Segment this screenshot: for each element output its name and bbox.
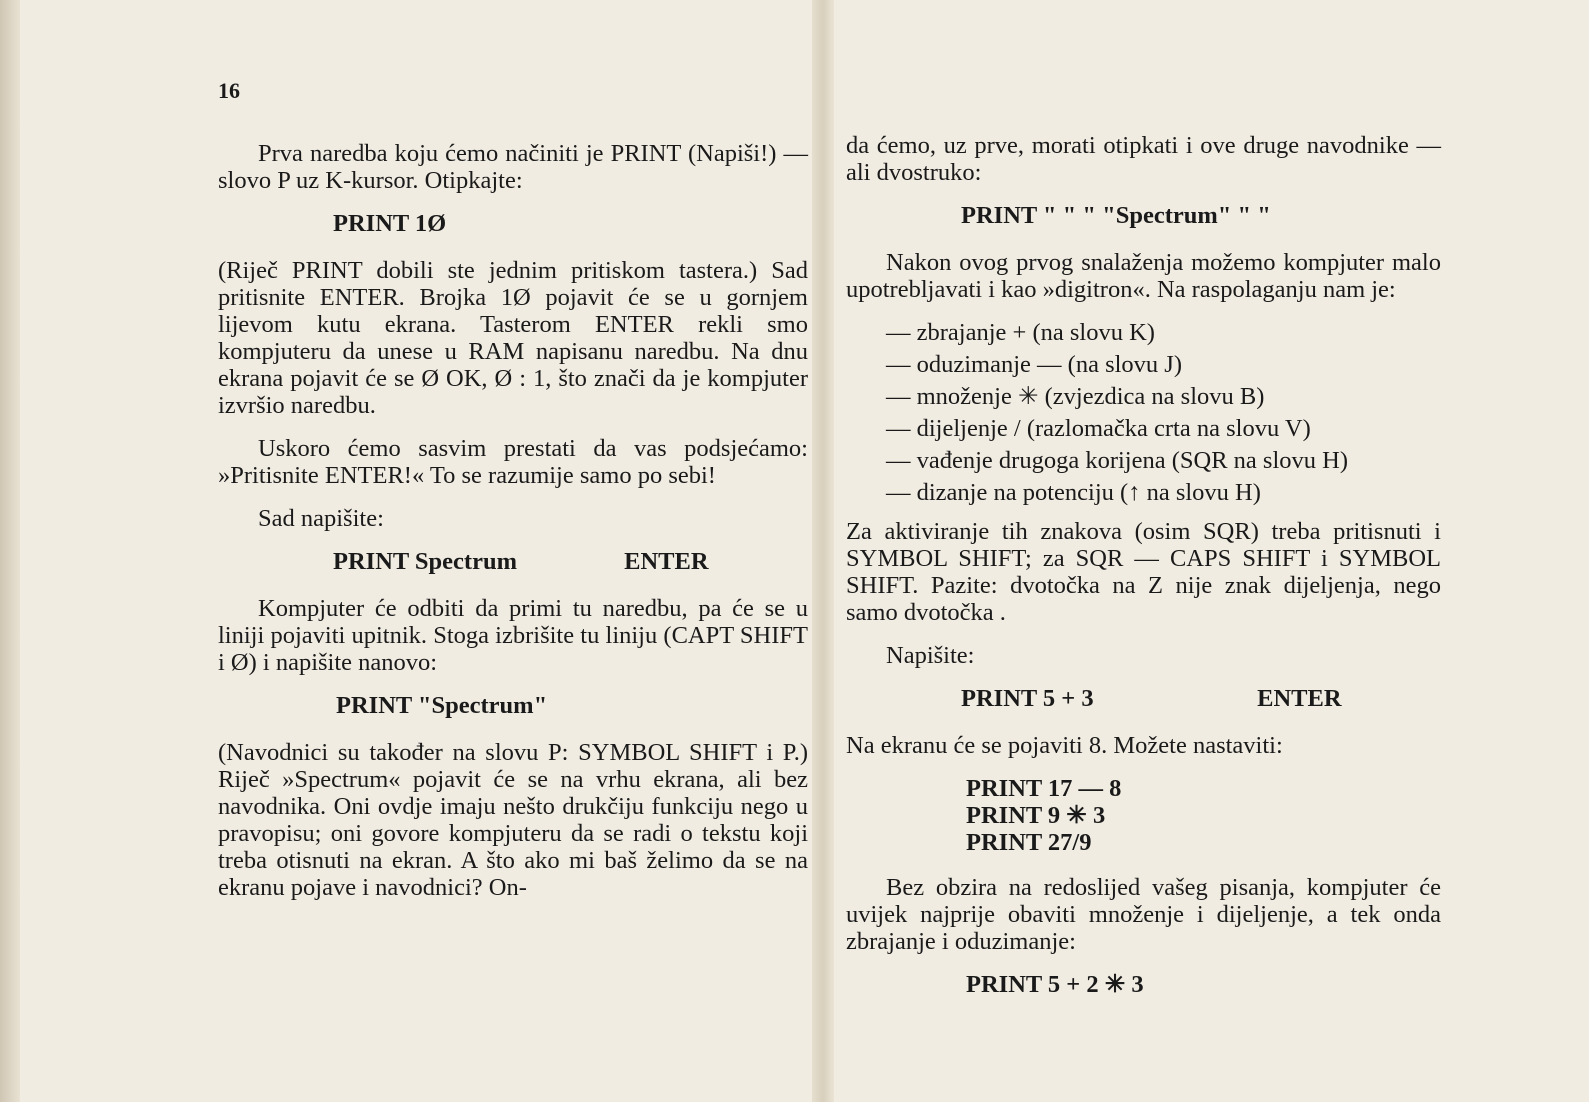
paragraph: Sad napišite: bbox=[258, 505, 384, 532]
list-item: — vađenje drugoga korijena (SQR na slovu H) bbox=[886, 447, 1348, 474]
paragraph: Bez obzira na redoslijed vašeg pisanja, kompjuter će uvijek najprije obaviti množenje i dijeljenje, a tek onda zbrajanje i oduzimanje: bbox=[846, 874, 1441, 955]
paragraph: Nakon ovog prvog snalaženja možemo kompjuter malo upotrebljavati i kao »digitron«. Na raspolaganju nam je: bbox=[846, 249, 1441, 303]
code-line bbox=[333, 548, 808, 575]
paragraph: Prva naredba koju ćemo načiniti je PRINT (Napiši!) — slovo P uz K-kursor. Otipkajte: bbox=[218, 140, 808, 194]
list-item: — zbrajanje + (na slovu K) bbox=[886, 319, 1155, 346]
code-line: PRINT 17 — 8 bbox=[966, 775, 1122, 802]
paragraph: (Riječ PRINT dobili ste jednim pritiskom tastera.) Sad pritisnite ENTER. Brojka 1Ø pojavit će se u gornjem lijevom kutu ekrana. Tasterom ENTER rekli smo kompjuteru da unese u RAM napisanu naredbu. Na dnu ekrana pojavit će se Ø OK, Ø : 1, što znači da je kompjuter izvršio naredbu. bbox=[218, 257, 808, 419]
code-line: PRINT 27/9 bbox=[966, 829, 1092, 856]
paragraph: Kompjuter će odbiti da primi tu naredbu, pa će se u liniji pojaviti upitnik. Stoga izbrišite tu liniju (CAPT SHIFT i Ø) i napišite nanovo: bbox=[218, 595, 808, 676]
paragraph: Za aktiviranje tih znakova (osim SQR) treba pritisnuti i SYMBOL SHIFT; za SQR — CAPS SHIFT i SYMBOL SHIFT. Pazite: dvotočka na Z nije znak dijeljenja, nego samo dvotočka . bbox=[846, 518, 1441, 626]
book-gutter bbox=[812, 0, 834, 1102]
page-number: 16 bbox=[218, 78, 240, 103]
page-edge-shadow bbox=[0, 0, 20, 1102]
paragraph: da ćemo, uz prve, morati otipkati i ove druge navodnike — ali dvostruko: bbox=[846, 132, 1441, 186]
paragraph: Napišite: bbox=[886, 642, 975, 669]
right-page-column bbox=[846, 132, 1441, 1018]
code-line: PRINT 5 + 2 ✳ 3 bbox=[966, 971, 1144, 998]
code-line: PRINT " " " "Spectrum" " " bbox=[961, 202, 1271, 229]
operator-list bbox=[886, 319, 1441, 506]
paragraph: Uskoro ćemo sasvim prestati da vas podsjećamo: »Pritisnite ENTER!« To se razumije samo po sebi! bbox=[218, 435, 808, 489]
list-item: — dizanje na potenciju (↑ na slovu H) bbox=[886, 479, 1261, 506]
code-line bbox=[961, 685, 1441, 712]
left-page-column bbox=[218, 140, 808, 917]
list-item: — oduzimanje — (na slovu J) bbox=[886, 351, 1182, 378]
code-line: PRINT 9 ✳ 3 bbox=[966, 802, 1106, 829]
code-key: ENTER bbox=[624, 548, 709, 575]
code-command: PRINT 5 + 3 bbox=[961, 685, 1094, 712]
paragraph: (Navodnici su također na slovu P: SYMBOL SHIFT i P.) Riječ »Spectrum« pojavit će se na vrhu ekrana, ali bez navodnika. Oni ovdje imaju nešto drukčiju funkciju nego u pravopisu; oni govore kompjuteru da se radi o tekstu koji treba otisnuti na ekran. A što ako mi baš želimo da se na ekranu pojave i navodnici? On- bbox=[218, 739, 808, 901]
paragraph: Na ekranu će se pojaviti 8. Možete nastaviti: bbox=[846, 732, 1283, 759]
code-command: PRINT Spectrum bbox=[333, 548, 517, 575]
code-line: PRINT 1Ø bbox=[333, 210, 447, 237]
list-item: — dijeljenje / (razlomačka crta na slovu V) bbox=[886, 415, 1311, 442]
code-block bbox=[966, 775, 1441, 856]
code-line: PRINT "Spectrum" bbox=[336, 692, 548, 719]
code-key: ENTER bbox=[1257, 685, 1342, 712]
list-item: — množenje ✳ (zvjezdica na slovu B) bbox=[886, 383, 1265, 410]
